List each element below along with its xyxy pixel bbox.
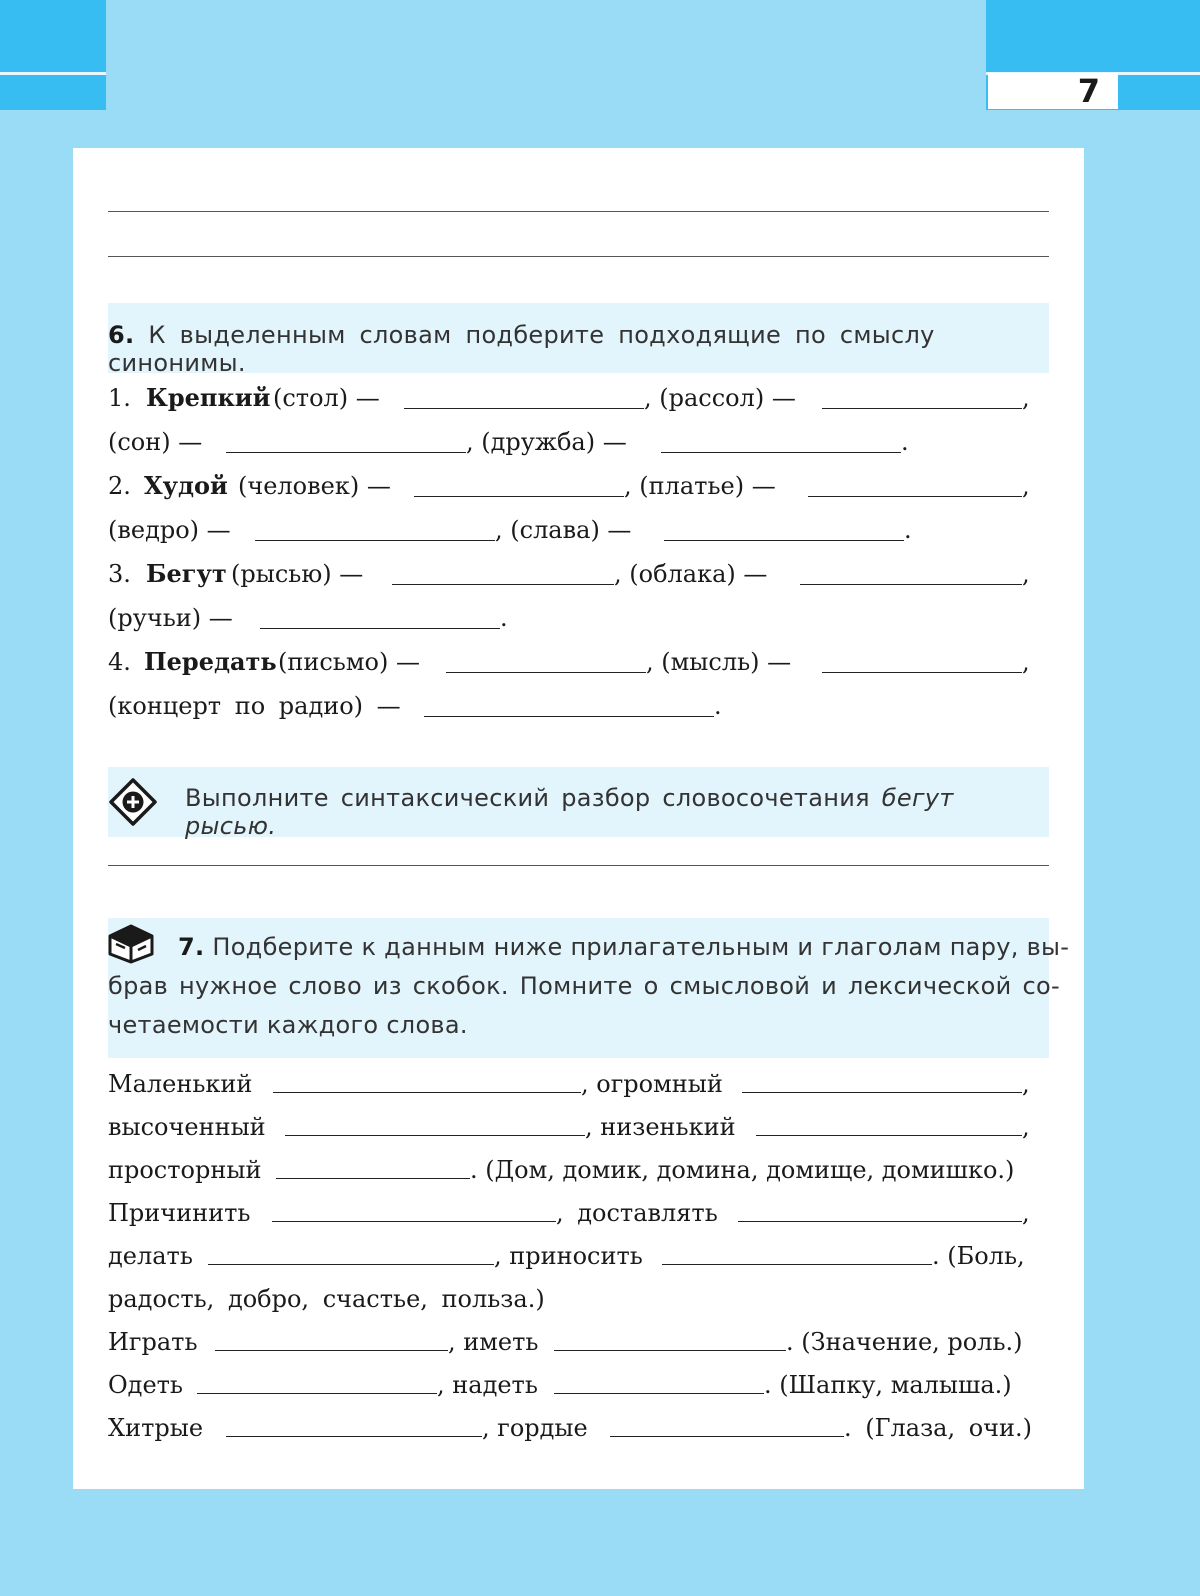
punct: , xyxy=(1022,1070,1030,1098)
answer-blank[interactable] xyxy=(662,1264,932,1265)
answer-blank[interactable] xyxy=(215,1350,448,1351)
answer-blank[interactable] xyxy=(260,628,500,629)
punct: , xyxy=(1022,1199,1030,1227)
answer-blank[interactable] xyxy=(197,1393,437,1394)
answer-blank[interactable] xyxy=(738,1221,1022,1222)
exercise-line xyxy=(108,640,1052,684)
options: . (Дом, домик, домина, домище, домишко.) xyxy=(470,1156,1015,1184)
punct: , xyxy=(1022,472,1030,500)
item-number: 1. xyxy=(108,384,131,412)
answer-blank[interactable] xyxy=(276,1178,470,1179)
punct: . xyxy=(714,692,722,720)
answer-blank[interactable] xyxy=(226,452,466,453)
exercise-line xyxy=(108,1191,1052,1235)
exercise-line xyxy=(108,684,1052,728)
exercise-line xyxy=(108,1406,1052,1450)
cube-icon xyxy=(108,924,154,964)
highlighted-word: Крепкий xyxy=(146,383,271,412)
task-number: 7. xyxy=(178,933,205,961)
top-left-decor-bar xyxy=(0,0,106,110)
exercise-line xyxy=(108,1363,1052,1407)
context-word: , (платье) — xyxy=(624,472,776,500)
item-number: 4. xyxy=(108,648,131,676)
answer-blank[interactable] xyxy=(424,716,714,717)
answer-blank[interactable] xyxy=(255,540,495,541)
exercise-line xyxy=(108,1320,1052,1364)
context-word: (письмо) — xyxy=(278,648,420,676)
answer-blank[interactable] xyxy=(554,1350,786,1351)
worksheet-page xyxy=(73,148,1084,1489)
exercise-line xyxy=(108,596,1052,640)
task-7-instruction-box xyxy=(108,918,1070,1058)
answer-blank[interactable] xyxy=(610,1436,844,1437)
exercise-line xyxy=(108,1148,1052,1192)
item-number: 3. xyxy=(108,560,131,588)
word: высоченный xyxy=(108,1113,266,1141)
word: , гордые xyxy=(482,1414,588,1442)
answer-blank[interactable] xyxy=(285,1135,585,1136)
context-word: , (дружба) — xyxy=(466,428,627,456)
word: , низенький xyxy=(585,1113,736,1141)
page-number: 7 xyxy=(1077,72,1100,110)
instruction-text: Подберите к данным ниже прилагательным и глаголам пару, вы- xyxy=(204,933,1070,961)
answer-blank[interactable] xyxy=(554,1393,764,1394)
word: Маленький xyxy=(108,1070,253,1098)
context-word: , (мысль) — xyxy=(646,648,792,676)
context-word: (рысью) — xyxy=(231,560,364,588)
punct: , xyxy=(1022,1113,1030,1141)
punct: . xyxy=(904,516,912,544)
options: . (Боль, xyxy=(932,1242,1025,1270)
answer-blank[interactable] xyxy=(664,540,904,541)
answer-blank[interactable] xyxy=(800,584,1022,585)
hint-text-italic: бегут рысью. xyxy=(185,784,954,840)
answer-blank[interactable] xyxy=(822,672,1022,673)
word: Одеть xyxy=(108,1371,183,1399)
hint-text-main: Выполните синтаксический разбор словосочетания xyxy=(185,784,882,812)
options: . (Глаза, очи.) xyxy=(844,1414,1033,1442)
word: , доставлять xyxy=(556,1199,718,1227)
top-left-decor-line xyxy=(0,72,106,75)
context-word: (ведро) — xyxy=(108,516,231,544)
exercise-line xyxy=(108,508,1052,552)
options: радость, добро, счастье, польза.) xyxy=(108,1285,545,1313)
page-number-box xyxy=(988,73,1118,109)
options: . (Шапку, малыша.) xyxy=(764,1371,1012,1399)
context-word: , (слава) — xyxy=(495,516,632,544)
word: Играть xyxy=(108,1328,198,1356)
answer-blank[interactable] xyxy=(226,1436,482,1437)
answer-blank[interactable] xyxy=(756,1135,1022,1136)
word: , иметь xyxy=(448,1328,539,1356)
task-instruction: К выделенным словам подберите подходящие по смыслу синонимы. xyxy=(108,321,935,377)
exercise-line xyxy=(108,1234,1052,1278)
exercise-line xyxy=(108,376,1052,420)
punct: , xyxy=(1022,560,1030,588)
word: делать xyxy=(108,1242,193,1270)
answer-blank[interactable] xyxy=(414,496,624,497)
answer-line[interactable] xyxy=(108,211,1049,212)
answer-blank[interactable] xyxy=(446,672,646,673)
exercise-line xyxy=(108,1062,1052,1106)
highlighted-word: Худой xyxy=(144,471,228,500)
item-number: 2. xyxy=(108,472,131,500)
context-word: (человек) — xyxy=(238,472,391,500)
task-7-instruction-line xyxy=(178,928,1070,967)
hint-text xyxy=(185,784,1049,840)
punct: , xyxy=(1022,384,1030,412)
punct: . xyxy=(500,604,508,632)
word: , надеть xyxy=(437,1371,538,1399)
word: , приносить xyxy=(494,1242,643,1270)
word: Причинить xyxy=(108,1199,251,1227)
task-number: 6. xyxy=(108,321,135,349)
word: , огромный xyxy=(581,1070,723,1098)
context-word: (стол) — xyxy=(273,384,380,412)
answer-blank[interactable] xyxy=(272,1221,556,1222)
highlighted-word: Передать xyxy=(144,647,277,676)
context-word: (концерт по радио) — xyxy=(108,692,401,720)
context-word: (ручьи) — xyxy=(108,604,233,632)
context-word: (сон) — xyxy=(108,428,203,456)
word: Хитрые xyxy=(108,1414,204,1442)
exercise-line xyxy=(108,1105,1052,1149)
exercise-line xyxy=(108,552,1052,596)
punct: , xyxy=(1022,648,1030,676)
punct: . xyxy=(901,428,909,456)
exercise-line xyxy=(108,420,1052,464)
hint-box xyxy=(108,767,1049,840)
context-word: , (рассол) — xyxy=(644,384,796,412)
answer-blank[interactable] xyxy=(742,1092,1022,1093)
answer-blank[interactable] xyxy=(822,408,1022,409)
task-7-instruction-line: брав нужное слово из скобок. Помните о смысловой и лексической со- xyxy=(108,972,1060,1000)
answer-blank[interactable] xyxy=(392,584,614,585)
task-6-instruction-box xyxy=(108,303,1049,377)
answer-blank[interactable] xyxy=(404,408,644,409)
answer-line[interactable] xyxy=(108,256,1049,257)
answer-line[interactable] xyxy=(108,865,1049,866)
answer-blank[interactable] xyxy=(208,1264,494,1265)
highlighted-word: Бегут xyxy=(146,559,227,588)
word: просторный xyxy=(108,1156,262,1184)
exercise-line xyxy=(108,464,1052,508)
answer-blank[interactable] xyxy=(273,1092,581,1093)
task-7-instruction-line: четаемости каждого слова. xyxy=(108,1011,468,1039)
exercise-line xyxy=(108,1277,1052,1321)
plus-diamond-icon xyxy=(108,777,158,827)
answer-blank[interactable] xyxy=(808,496,1022,497)
answer-blank[interactable] xyxy=(661,452,901,453)
options: . (Значение, роль.) xyxy=(786,1328,1023,1356)
context-word: , (облака) — xyxy=(614,560,768,588)
